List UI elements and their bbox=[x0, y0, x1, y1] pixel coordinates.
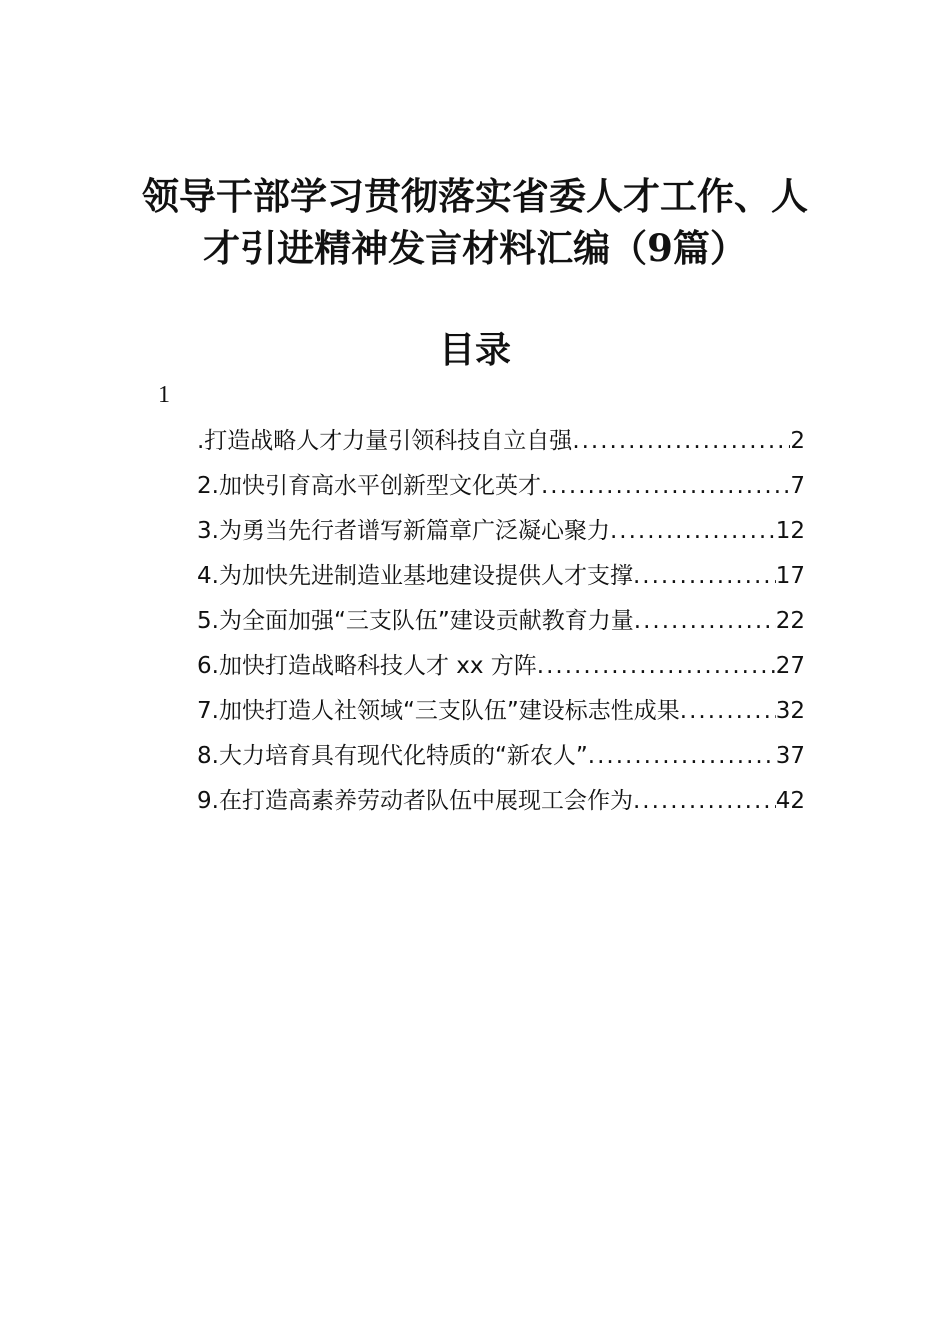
toc-entry[interactable] bbox=[197, 422, 805, 467]
toc-entry-page: 27 bbox=[775, 653, 805, 679]
toc-entry[interactable] bbox=[197, 557, 805, 602]
document-title-line-1: 领导干部学习贯彻落实省委人才工作、人 bbox=[142, 174, 808, 218]
toc-entry[interactable] bbox=[197, 512, 805, 557]
dot-leader bbox=[633, 788, 776, 814]
toc-entry[interactable] bbox=[197, 782, 805, 827]
toc-entry-label: 9.在打造高素养劳动者队伍中展现工会作为 bbox=[197, 788, 633, 814]
toc-entry-page: 42 bbox=[775, 788, 805, 814]
toc-entry-label: 4.为加快先进制造业基地建设提供人才支撑 bbox=[197, 563, 633, 589]
toc-entry-label: 5.为全面加强“三支队伍”建设贡献教育力量 bbox=[197, 608, 634, 634]
toc-entry-page: 32 bbox=[775, 698, 805, 724]
table-of-contents bbox=[197, 422, 805, 827]
toc-entry[interactable] bbox=[197, 692, 805, 737]
toc-entry-page: 22 bbox=[775, 608, 805, 634]
toc-entry-label: 2.加快引育高水平创新型文化英才 bbox=[197, 473, 541, 499]
toc-entry-page: 12 bbox=[775, 518, 805, 544]
toc-entry-label: 8.大力培育具有现代化特质的“新农人” bbox=[197, 743, 588, 769]
dot-leader bbox=[633, 563, 776, 589]
toc-entry-page: 17 bbox=[775, 563, 805, 589]
toc-heading: 目录 bbox=[438, 329, 511, 371]
dot-leader bbox=[541, 473, 790, 499]
stray-number: 1 bbox=[158, 382, 170, 408]
document-title-line-2: 才引进精神发言材料汇编（9篇） bbox=[203, 226, 747, 270]
toc-entry[interactable] bbox=[197, 467, 805, 512]
toc-entry-page: 2 bbox=[790, 428, 805, 454]
dot-leader bbox=[610, 518, 776, 544]
toc-entry[interactable] bbox=[197, 602, 805, 647]
toc-entry-label: 3.为勇当先行者谱写新篇章广泛凝心聚力 bbox=[197, 518, 610, 544]
toc-entry-label: .打造战略人才力量引领科技自立自强 bbox=[197, 428, 573, 454]
dot-leader bbox=[572, 428, 790, 454]
toc-entry-page: 7 bbox=[790, 473, 805, 499]
toc-entry[interactable] bbox=[197, 737, 805, 782]
dot-leader bbox=[588, 743, 776, 769]
dot-leader bbox=[634, 608, 776, 634]
dot-leader bbox=[680, 698, 776, 724]
dot-leader bbox=[537, 653, 776, 679]
toc-entry-label: 7.加快打造人社领域“三支队伍”建设标志性成果 bbox=[197, 698, 680, 724]
toc-entry-page: 37 bbox=[775, 743, 805, 769]
toc-entry-label: 6.加快打造战略科技人才 xx 方阵 bbox=[197, 653, 537, 679]
toc-entry[interactable] bbox=[197, 647, 805, 692]
